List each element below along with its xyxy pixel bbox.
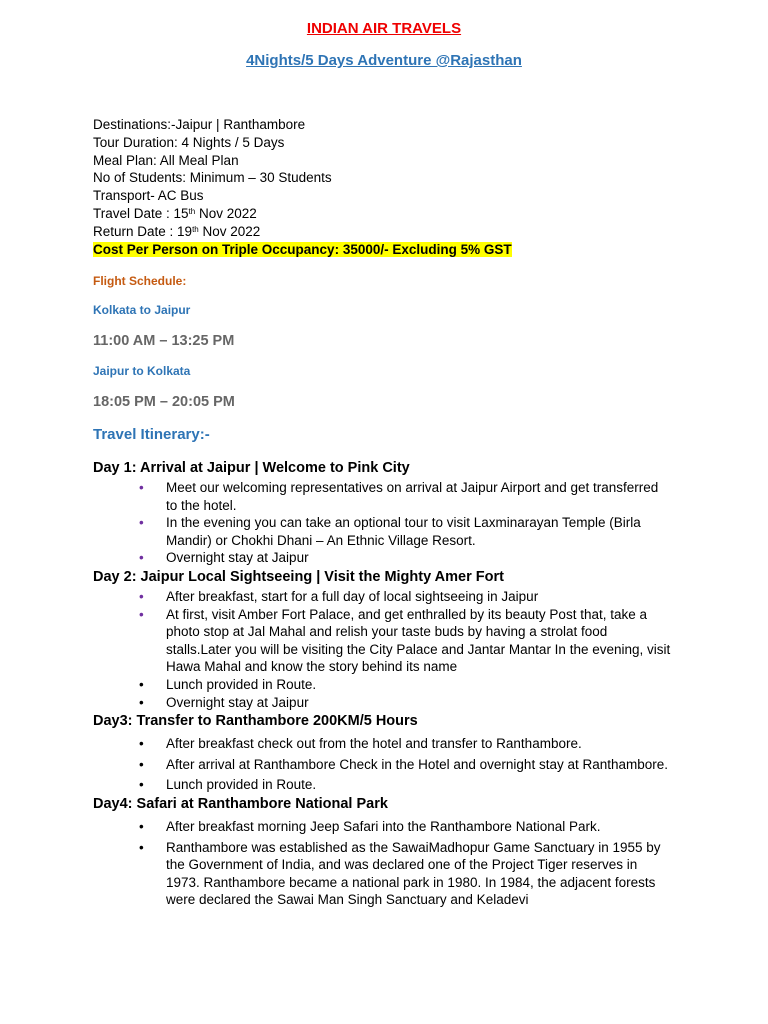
itinerary-body — [93, 458, 673, 909]
list-item-text: After breakfast morning Jeep Safari into the Ranthambore National Park. — [166, 818, 601, 834]
bullet-icon: • — [139, 588, 144, 604]
list-item-text: After breakfast, start for a full day of local sightseeing in Jaipur — [166, 588, 539, 604]
list-item-text: Overnight stay at Jaipur — [166, 550, 309, 566]
list-item — [93, 549, 673, 567]
transport-line: Transport- AC Bus — [93, 188, 204, 204]
bullet-icon: • — [139, 676, 144, 692]
list-item-text: Meet our welcoming representatives on arrival at Jaipur Airport and get transferred to the hotel. — [166, 480, 659, 513]
list-item — [93, 756, 673, 774]
day2-list — [93, 588, 673, 711]
list-item-text: After arrival at Ranthambore Check in the Hotel and overnight stay at Ranthambore. — [166, 756, 669, 772]
list-item-text: Lunch provided in Route. — [166, 777, 317, 793]
list-item — [93, 818, 673, 836]
list-item — [93, 694, 673, 712]
return-date-sup: th — [192, 224, 199, 234]
flight-leg1-route: Kolkata to Jaipur — [93, 303, 191, 317]
list-item — [93, 514, 673, 549]
bullet-icon: • — [139, 756, 144, 772]
travel-date-text: Travel Date : 15 — [93, 205, 189, 221]
list-item — [93, 839, 673, 909]
meal-plan-line: Meal Plan: All Meal Plan — [93, 152, 239, 168]
itinerary-heading: Travel Itinerary:- — [93, 426, 210, 443]
students-line: No of Students: Minimum – 30 Students — [93, 170, 332, 186]
flight-leg2-time: 18:05 PM – 20:05 PM — [93, 394, 235, 410]
flight-leg2-route: Jaipur to Kolkata — [93, 364, 191, 378]
list-item-text: After breakfast check out from the hotel and transfer to Ranthambore. — [166, 736, 582, 752]
bullet-icon: • — [139, 480, 144, 495]
day1-title: Day 1: Arrival at Jaipur | Welcome to Pink City — [93, 460, 410, 476]
destinations-line: Destinations:-Jaipur | Ranthambore — [93, 117, 306, 132]
list-item — [93, 588, 673, 606]
list-item — [93, 479, 673, 514]
bullet-icon: • — [139, 777, 144, 793]
travel-date-suffix: Nov 2022 — [195, 205, 257, 221]
bullet-icon: • — [139, 839, 144, 855]
list-item — [93, 776, 673, 794]
list-item-text: Overnight stay at Jaipur — [166, 694, 309, 710]
day1-list — [93, 479, 673, 567]
bullet-icon: • — [139, 606, 144, 622]
package-title: 4Nights/5 Days Adventure @Rajasthan — [246, 52, 522, 69]
day4-title: Day4: Safari at Ranthambore National Park — [93, 795, 388, 812]
return-date-line — [93, 223, 512, 241]
day3-title: Day3: Transfer to Ranthambore 200KM/5 Hours — [93, 713, 418, 730]
flight-schedule-heading: Flight Schedule: — [93, 274, 187, 288]
day2-title: Day 2: Jaipur Local Sightseeing | Visit the Mighty Amer Fort — [93, 568, 504, 585]
flight-leg1-time: 11:00 AM – 13:25 PM — [93, 333, 235, 349]
return-date-text: Return Date : 19 — [93, 223, 193, 239]
list-item-text: In the evening you can take an optional tour to visit Laxminarayan Temple (Birla Mandir) or Chokhi Dhani – An Ethnic Village Resort. — [166, 515, 641, 548]
cost-highlight: Cost Per Person on Triple Occupancy: 35000/- Excluding 5% GST — [93, 241, 512, 257]
return-date-suffix: Nov 2022 — [198, 223, 261, 239]
bullet-icon: • — [139, 818, 144, 834]
duration-line: Tour Duration: 4 Nights / 5 Days — [93, 134, 285, 150]
list-item-text: At first, visit Amber Fort Palace, and get enthralled by its beauty Post that, take a photo stop at Jal Mahal and relish your taste buds by having a strolat food stalls.Later you will be visiting the City Palace and Jantar Mantar In the evening, visit Hawa Mahal and know the story behind its name — [166, 606, 671, 675]
day3-list — [93, 735, 673, 794]
travel-date-sup: th — [188, 206, 196, 216]
list-item — [93, 735, 673, 753]
bullet-icon: • — [139, 550, 144, 566]
travel-date-line — [93, 205, 512, 223]
bullet-icon: • — [139, 694, 144, 710]
list-item-text: Ranthambore was established as the SawaiMadhopur Game Sanctuary in 1955 by the Government of India, and was declared one of the Project Tiger reserves in 1973. Ranthambore became a national park in 1980. In 1984, the adjacent forests were declared the Sawai Man Singh Sanctuary and Keladevi — [166, 839, 661, 908]
bullet-icon: • — [139, 515, 144, 531]
list-item-text: Lunch provided in Route. — [166, 676, 317, 692]
day4-list — [93, 818, 673, 909]
company-title: INDIAN AIR TRAVELS — [306, 20, 462, 37]
list-item — [93, 676, 673, 694]
list-item — [93, 606, 673, 676]
bullet-icon: • — [139, 736, 144, 752]
cost-line — [93, 241, 512, 259]
tour-info — [93, 116, 512, 258]
